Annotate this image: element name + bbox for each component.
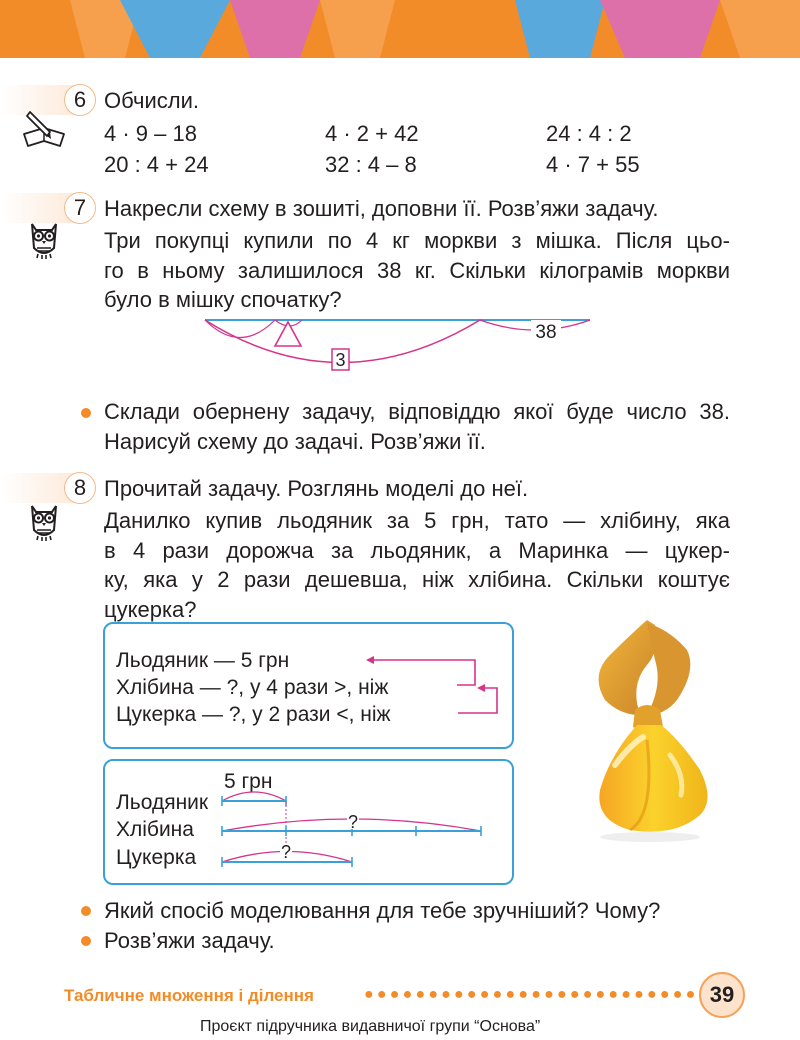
task-8-instruction: Прочитай задачу. Розглянь моделі до неї. xyxy=(104,476,529,501)
task-8-bullet-1: Який спосіб моделювання для тебе зручніший? Чому? xyxy=(104,898,661,923)
page-number: 39 xyxy=(699,972,745,1018)
scheme-label-3: 3 xyxy=(335,350,346,370)
task-7-scheme xyxy=(200,310,600,376)
task-7-bullet-text xyxy=(104,397,730,456)
task-6-expr-1-2: 4 · 2 + 42 xyxy=(325,121,419,146)
task-7-bullet-dot xyxy=(81,408,91,418)
task-7-bullet-line-2: Нарисуй схему до задачі. Розв’яжи її. xyxy=(104,428,486,454)
task-8-problem-line-1: Данилко купив льодяник за 5 грн, тато — хлібину, яка xyxy=(104,508,730,533)
scheme-label-38: 38 xyxy=(535,322,557,343)
model-1-line-1: Льодяник — 5 грн xyxy=(116,649,290,672)
top-decorative-banner xyxy=(0,0,800,58)
model-2-row-2: Хлібина xyxy=(116,818,194,841)
pencil-notebook-icon xyxy=(20,108,72,150)
task-7-problem-line-3: було в мішку спочатку? xyxy=(104,287,342,312)
task-8-problem-line-2: в 4 рази дорожча за льодяник, а Маринка — цукер- xyxy=(104,537,730,563)
task-7-bullet-line-1: Склади обернену задачу, відповіддю якої буде число 38. xyxy=(104,399,730,424)
footer-section-title: Табличне множення і ділення xyxy=(64,986,314,1005)
task-8-bullet-2: Розв’яжи задачу. xyxy=(104,928,275,953)
model-2-segments xyxy=(215,785,490,870)
model-2-row-1: Льодяник xyxy=(116,791,209,814)
task-8-problem xyxy=(104,506,730,624)
task-7-problem-line-1: Три покупці купили по 4 кг моркви з мішка. Після цьо- xyxy=(104,228,730,253)
task-8-problem-line-3: ку, яка у 2 рази дешевша, ніж хлібина. Скільки коштує xyxy=(104,567,730,592)
owl-icon xyxy=(26,218,62,260)
task-6-number: 6 xyxy=(64,84,96,116)
footer-dot-leader: ●●●●●●●●●●●●●●●●●●●●●●●●●● xyxy=(364,986,699,1003)
model-2-question-candy: ? xyxy=(280,842,292,862)
task-8-number: 8 xyxy=(64,472,96,504)
publisher-credit: Проєкт підручника видавничої групи “Основа” xyxy=(200,1018,541,1035)
task-6-expr-2-1: 20 : 4 + 24 xyxy=(104,152,209,177)
candy-illustration xyxy=(575,615,720,845)
task-7-instruction: Накресли схему в зошиті, доповни її. Розв’яжи задачу. xyxy=(104,196,659,221)
task-8-problem-line-4: цукерка? xyxy=(104,596,197,622)
model-1-arrows xyxy=(360,650,510,720)
task-7-problem xyxy=(104,226,730,315)
task-6-expr-2-3: 4 · 7 + 55 xyxy=(546,152,640,177)
task-6-title: Обчисли. xyxy=(104,88,199,113)
task-6-expr-2-2: 32 : 4 – 8 xyxy=(325,152,417,177)
owl-icon xyxy=(26,500,62,542)
task-8-bullet-dot-2 xyxy=(81,936,91,946)
task-7-problem-line-2: го в ньому залишилося 38 кг. Скільки кілограмів моркви xyxy=(104,257,730,283)
model-2-row-3: Цукерка xyxy=(116,846,197,869)
task-6-expr-1-3: 24 : 4 : 2 xyxy=(546,121,632,146)
task-8-bullet-dot-1 xyxy=(81,906,91,916)
model-1-line-2: Хлібина — ?, у 4 рази >, ніж xyxy=(116,676,389,699)
task-6-expr-1-1: 4 · 9 – 18 xyxy=(104,121,197,146)
model-2-question-bread: ? xyxy=(347,812,359,832)
model-2-top-label: 5 грн xyxy=(224,770,273,793)
model-1-line-3: Цукерка — ?, у 2 рази <, ніж xyxy=(116,703,391,726)
task-7-number: 7 xyxy=(64,192,96,224)
triangle-marker xyxy=(275,322,301,346)
